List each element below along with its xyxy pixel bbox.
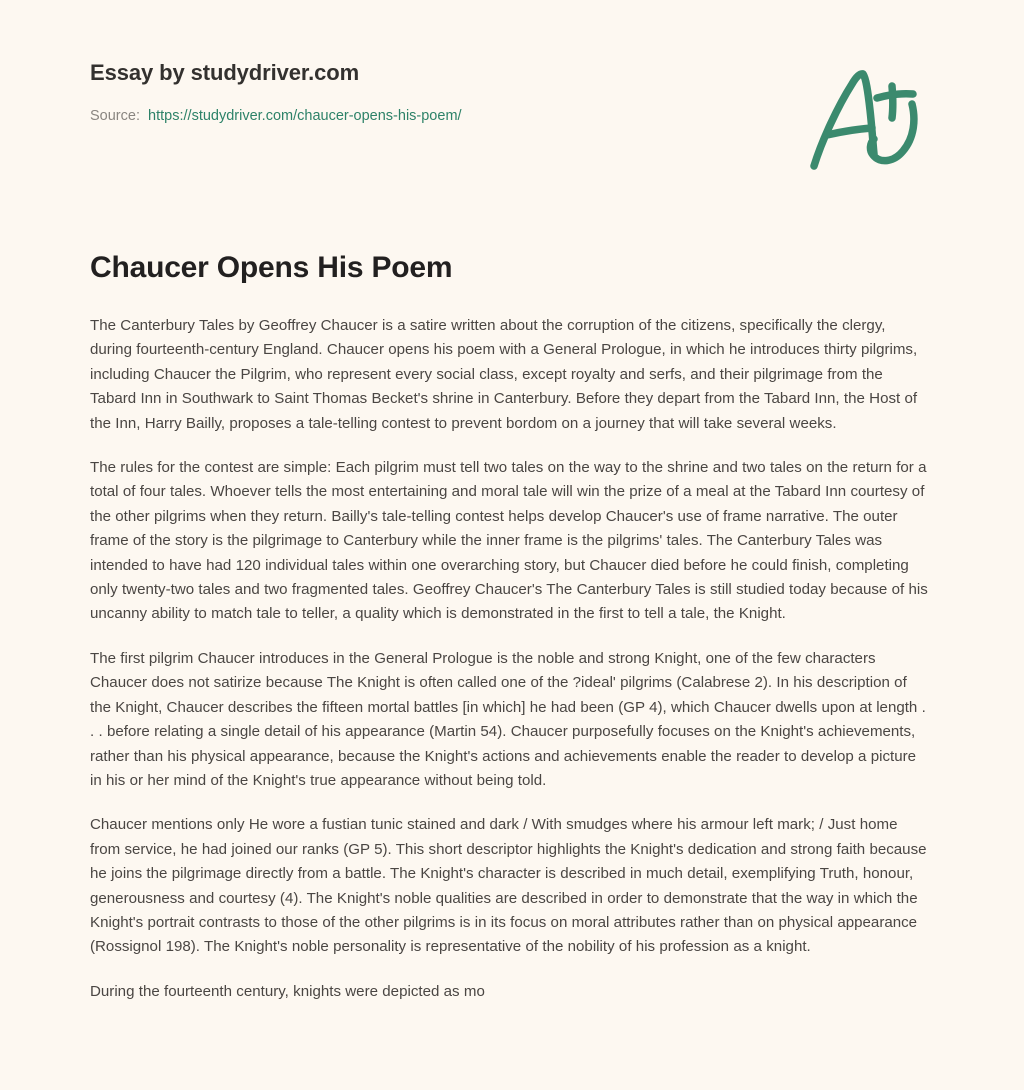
body-paragraph: During the fourteenth century, knights were depicted as mo: [90, 982, 485, 1000]
article-body: [90, 314, 928, 1004]
body-paragraph: Chaucer mentions only He wore a fustian tunic stained and dark / With smudges where his armour left mark; / Just home from service, he had joined our ranks (GP 5). This short descriptor highlights the Knight's dedication and strong faith because he joins the pilgrimage directly from a battle. The Knight's character is described in much detail, exemplifying Truth, honour, generousness and courtesy (4). The Knight's noble qualities are described in order to demonstrate that the way in which the Knight's portrait contrasts to those of the other pilgrims is in its focus on moral attributes rather than on physical appearance (Rossignol 198). The Knight's noble personality is representative of the nobility of his profession as a knight.: [90, 816, 927, 956]
body-paragraph: The Canterbury Tales by Geoffrey Chaucer is a satire written about the corruption of the citizens, specifically the clergy, during fourteenth-century England. Chaucer opens his poem with a General Prologue, in which he introduces thirty pilgrims, including Chaucer the Pilgrim, who represent every social class, except royalty and serfs, and their pilgrimage from the Tabard Inn in Southwark to Saint Thomas Becket's shrine in Canterbury. Before they depart from the Tabard Inn, the Host of the Inn, Harry Bailly, proposes a tale-telling contest to prevent bordom on a journey that will take several weeks.: [90, 317, 918, 432]
a-plus-logo-icon: [800, 62, 930, 177]
body-paragraph: The rules for the contest are simple: Each pilgrim must tell two tales on the way to the shrine and two tales on the return for a total of four tales. Whoever tells the most entertaining and moral tale will win the prize of a meal at the Tabard Inn courtesy of the other pilgrims when they return. Bailly's tale-telling contest helps develop Chaucer's use of frame narrative. The outer frame of the story is the pilgrimage to Canterbury while the inner frame is the pilgrims' tales. The Canterbury Tales was intended to have had 120 individual tales within one overarching story, but Chaucer died before he could finish, completing only twenty-two tales and two fragmented tales. Geoffrey Chaucer's The Canterbury Tales is still studied today because of his uncanny ability to match tale to teller, a quality which is demonstrated in the first to tell a tale, the Knight.: [90, 459, 928, 623]
brand-title: Essay by studydriver.com: [90, 60, 360, 85]
source-label: Source:: [90, 108, 140, 124]
article-container: [90, 248, 928, 1004]
body-paragraph: The first pilgrim Chaucer introduces in the General Prologue is the noble and strong Knight, one of the few characters Chaucer does not satirize because The Knight is often called one of the ?ideal' pilgrims (Calabrese 2). In his description of the Knight, Chaucer describes the fifteen mortal battles [in which] he had been (GP 4), which Chaucer dwells upon at length . . . before relating a single detail of his appearance (Martin 54). Chaucer purposefully focuses on the Knight's achievements, rather than his physical appearance, because the Knight's actions and achievements enable the reader to develop a picture in his or her mind of the Knight's true appearance without being told.: [90, 649, 926, 789]
brand-block: [90, 58, 462, 126]
source-url-link[interactable]: https://studydriver.com/chaucer-opens-his-poem/: [148, 108, 462, 124]
page-title: Chaucer Opens His Poem: [90, 251, 453, 284]
source-line: [90, 106, 462, 126]
document-header: [0, 0, 1024, 200]
